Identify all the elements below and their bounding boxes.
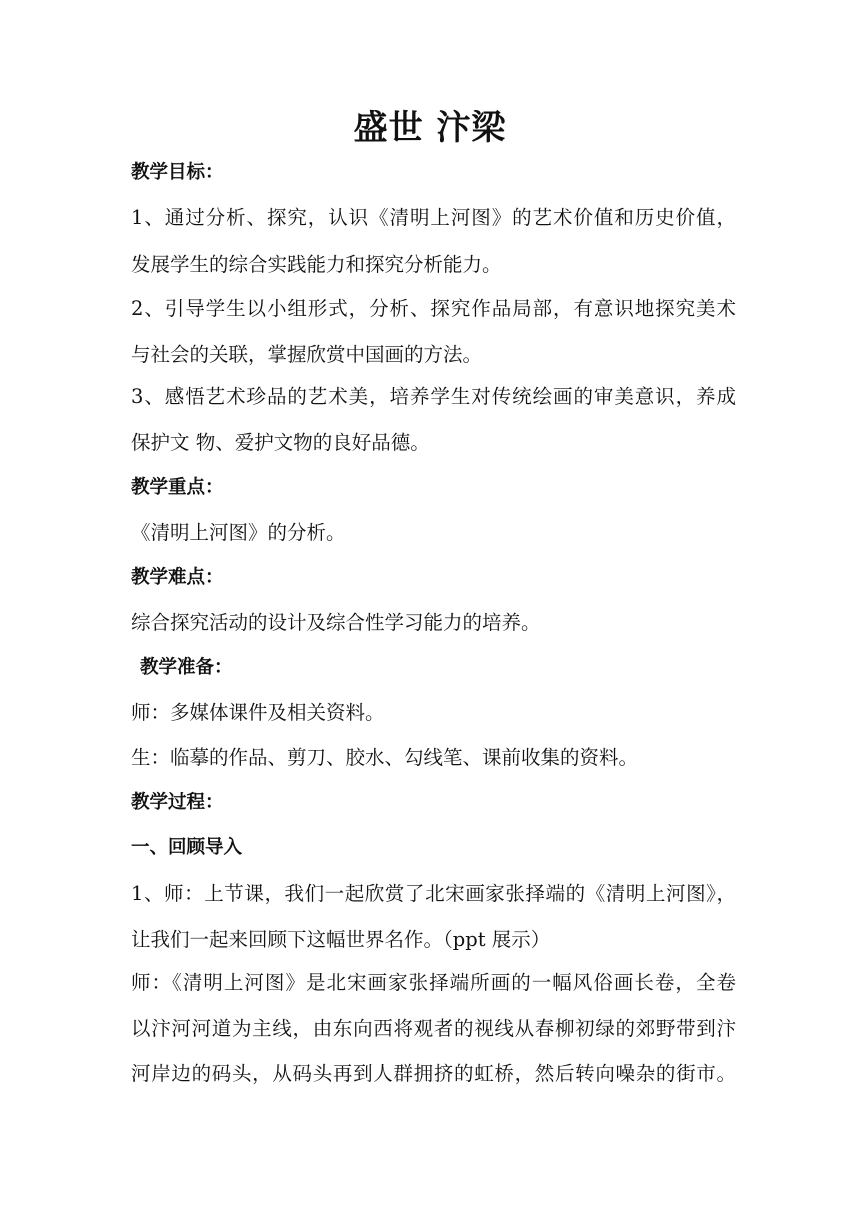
objective-2-line-1: 2、引导学生以小组形式，分析、探究作品局部，有意识地探究美术 bbox=[131, 297, 736, 320]
difficulties-text: 综合探究活动的设计及综合性学习能力的培养。 bbox=[131, 611, 541, 634]
objective-1-line-2: 发展学生的综合实践能力和探究分析能力。 bbox=[131, 253, 502, 276]
difficulties-heading: 教学难点： bbox=[131, 567, 224, 588]
objectives-heading: 教学目标： bbox=[131, 162, 224, 183]
key-points-text: 《清明上河图》的分析。 bbox=[131, 521, 346, 544]
document-title: 盛世 汴梁 bbox=[353, 108, 507, 148]
preparation-teacher: 师：多媒体课件及相关资料。 bbox=[131, 701, 385, 724]
paragraph-2-line-1: 师：《清明上河图》是北宋画家张择端所画的一幅风俗画长卷，全卷 bbox=[131, 971, 736, 994]
key-points-heading: 教学重点： bbox=[131, 477, 224, 498]
paragraph-2-line-2: 以汴河河道为主线，由东向西将观者的视线从春柳初绿的郊野带到汴 bbox=[131, 1017, 736, 1040]
section-1-heading: 一、回顾导入 bbox=[131, 837, 243, 858]
paragraph-1-line-1: 1、师：上节课，我们一起欣赏了北宋画家张择端的《清明上河图》， bbox=[131, 882, 736, 905]
preparation-heading: 教学准备： bbox=[140, 657, 233, 678]
objective-1-line-1: 1、通过分析、探究，认识《清明上河图》的艺术价值和历史价值， bbox=[131, 206, 736, 229]
paragraph-2-line-3: 河岸边的码头，从码头再到人群拥挤的虹桥，然后转向噪杂的街市。 bbox=[131, 1062, 736, 1085]
objective-3-line-2: 保护文 物、爱护文物的良好品德。 bbox=[131, 431, 430, 454]
process-heading: 教学过程： bbox=[131, 792, 224, 813]
objective-2-line-2: 与社会的关联，掌握欣赏中国画的方法。 bbox=[131, 343, 483, 366]
paragraph-1-line-2: 让我们一起来回顾下这幅世界名作。（ppt 展示） bbox=[131, 928, 551, 951]
preparation-student: 生：临摹的作品、剪刀、胶水、勾线笔、课前收集的资料。 bbox=[131, 746, 639, 769]
objective-3-line-1: 3、感悟艺术珍品的艺术美，培养学生对传统绘画的审美意识，养成 bbox=[131, 385, 736, 408]
